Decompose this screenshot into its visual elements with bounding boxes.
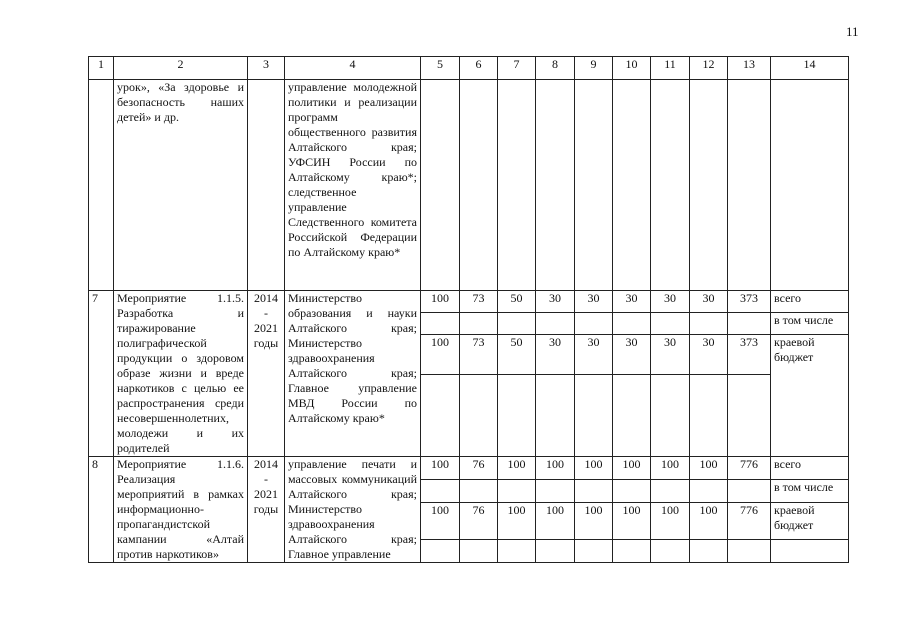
row-number bbox=[89, 80, 114, 291]
column-header: 10 bbox=[613, 57, 651, 80]
value-cell: 100 bbox=[613, 457, 651, 480]
measure-name: Мероприятие 1.1.5. Разработка и тиражирование полиграфической продукции о здоровом образе жизни и вреде наркотиков с целью ее распространения среди несовершеннолетних, молодежи и их родителей bbox=[114, 291, 248, 457]
value-cell: 100 bbox=[536, 502, 575, 539]
funding-source: краевой бюджет bbox=[771, 502, 849, 539]
column-header: 13 bbox=[728, 57, 771, 80]
value-cell: 30 bbox=[536, 335, 575, 375]
value-cell: 30 bbox=[690, 335, 728, 375]
program-table bbox=[88, 56, 849, 563]
value-cell: 100 bbox=[575, 457, 613, 480]
value-cell: 100 bbox=[690, 502, 728, 539]
period: 2014 - 2021 годы bbox=[248, 291, 285, 457]
table-row bbox=[89, 291, 849, 313]
value-cell: 30 bbox=[651, 335, 690, 375]
column-header: 3 bbox=[248, 57, 285, 80]
value-cell: 100 bbox=[498, 457, 536, 480]
table-row bbox=[89, 457, 849, 480]
value-cell: 100 bbox=[651, 502, 690, 539]
column-header: 12 bbox=[690, 57, 728, 80]
value-cell: 100 bbox=[536, 457, 575, 480]
header-row bbox=[89, 57, 849, 80]
value-cell: 73 bbox=[460, 291, 498, 313]
value-cell: 30 bbox=[651, 291, 690, 313]
column-header: 7 bbox=[498, 57, 536, 80]
value-cell: 100 bbox=[421, 335, 460, 375]
column-header: 2 bbox=[114, 57, 248, 80]
period bbox=[248, 80, 285, 291]
value-cell: 373 bbox=[728, 335, 771, 375]
value-cell: 776 bbox=[728, 457, 771, 480]
page-number: 11 bbox=[846, 24, 859, 39]
column-header: 4 bbox=[285, 57, 421, 80]
value-cell: 76 bbox=[460, 502, 498, 539]
column-header: 8 bbox=[536, 57, 575, 80]
value-cell: 73 bbox=[460, 335, 498, 375]
column-header: 1 bbox=[89, 57, 114, 80]
column-header: 11 bbox=[651, 57, 690, 80]
funding-source: всего bbox=[771, 457, 849, 480]
executors: управление печати и массовых коммуникаций Алтайского края; Министерство здравоохранения Алтайского края; Главное управление bbox=[285, 457, 421, 563]
value-cell: 30 bbox=[613, 335, 651, 375]
funding-source: всего bbox=[771, 291, 849, 313]
value-cell: 100 bbox=[421, 502, 460, 539]
column-header: 9 bbox=[575, 57, 613, 80]
value-cell: 30 bbox=[536, 291, 575, 313]
measure-name: урок», «За здоровье и безопасность наших детей» и др. bbox=[114, 80, 248, 291]
continuation-row bbox=[89, 80, 849, 291]
value-cell: 100 bbox=[498, 502, 536, 539]
value-cell: 30 bbox=[575, 291, 613, 313]
value-cell: 76 bbox=[460, 457, 498, 480]
value-cell: 50 bbox=[498, 291, 536, 313]
executors: управление молодежной политики и реализации программ общественного развития Алтайского края; УФСИН России по Алтайскому краю*; следственное управление Следственного комитета Российской Федерации по Алтайскому краю* bbox=[285, 80, 421, 291]
row-number: 8 bbox=[89, 457, 114, 563]
value-cell: 30 bbox=[690, 291, 728, 313]
value-cell: 100 bbox=[613, 502, 651, 539]
value-cell: 776 bbox=[728, 502, 771, 539]
funding-source: краевой бюджет bbox=[771, 335, 849, 457]
executors: Министерство образования и науки Алтайского края; Министерство здравоохранения Алтайского края; Главное управление МВД России по Алтайскому краю* bbox=[285, 291, 421, 457]
row-number: 7 bbox=[89, 291, 114, 457]
column-header: 14 bbox=[771, 57, 849, 80]
funding-source: в том числе bbox=[771, 313, 849, 335]
value-cell: 30 bbox=[575, 335, 613, 375]
measure-name: Мероприятие 1.1.6. Реализация мероприятий в рамках информационно-пропагандистской кампании «Алтай против наркотиков» bbox=[114, 457, 248, 563]
value-cell: 100 bbox=[421, 291, 460, 313]
funding-source: в том числе bbox=[771, 479, 849, 502]
value-cell: 373 bbox=[728, 291, 771, 313]
value-cell: 30 bbox=[613, 291, 651, 313]
column-header: 6 bbox=[460, 57, 498, 80]
value-cell: 100 bbox=[575, 502, 613, 539]
value-cell: 50 bbox=[498, 335, 536, 375]
value-cell: 100 bbox=[690, 457, 728, 480]
period: 2014 - 2021 годы bbox=[248, 457, 285, 563]
value-cell: 100 bbox=[421, 457, 460, 480]
value-cell: 100 bbox=[651, 457, 690, 480]
column-header: 5 bbox=[421, 57, 460, 80]
